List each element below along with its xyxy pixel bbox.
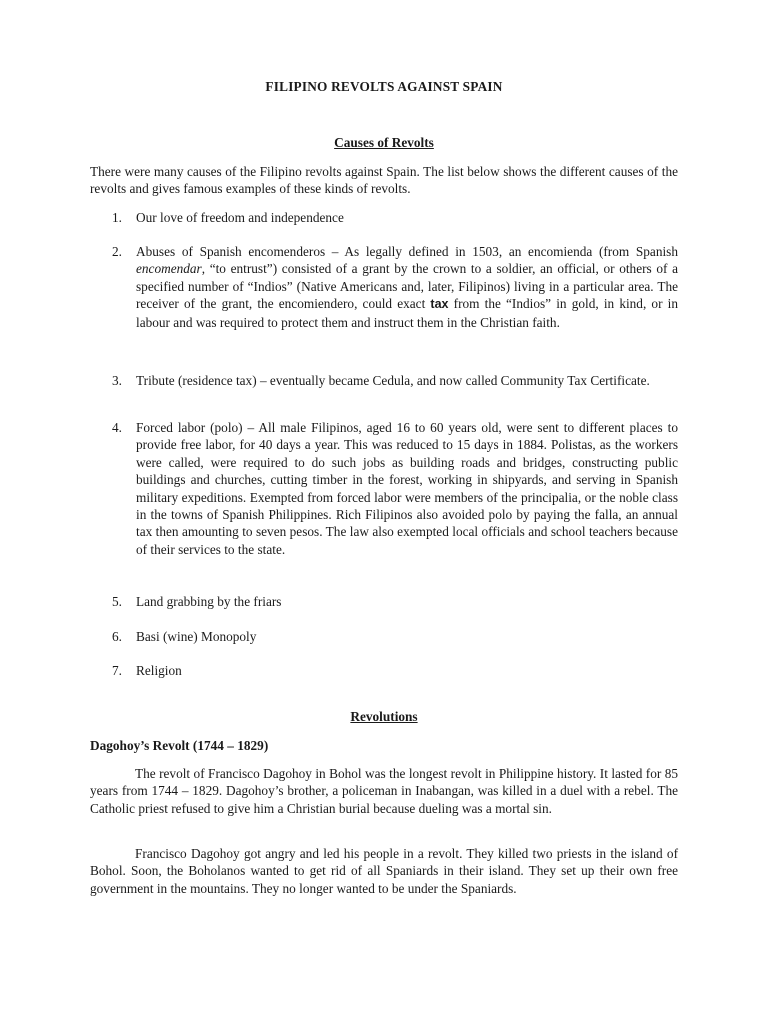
list-item — [112, 209, 678, 226]
emphasis-term: encomendar — [136, 261, 202, 277]
list-item — [112, 419, 678, 558]
causes-intro: There were many causes of the Filipino revolts against Spain. The list below shows the different causes of the revolts and gives famous examples of these kinds of revolts. — [90, 164, 678, 197]
list-number: 4. — [112, 420, 122, 435]
list-number: 3. — [112, 373, 122, 388]
document-title: FILIPINO REVOLTS AGAINST SPAIN — [265, 79, 503, 94]
list-number: 1. — [112, 210, 122, 225]
list-text: Tribute (residence tax) – eventually became Cedula, and now called Community Tax Certificate. — [136, 373, 650, 388]
list-item — [112, 243, 678, 331]
list-text: Land grabbing by the friars — [136, 594, 282, 609]
dagohoy-paragraph-1: The revolt of Francisco Dagohoy in Bohol was the longest revolt in Philippine history. It lasted for 85 years from 1744 – 1829. Dagohoy’s brother, a policeman in Inabangan, was killed in a duel with a rebel. The Catholic priest refused to give him a Christian burial because dueling was a mortal sin. — [90, 766, 678, 816]
list-text: Basi (wine) Monopoly — [136, 629, 257, 644]
list-item — [112, 628, 678, 645]
list-number: 2. — [112, 244, 122, 259]
tax-term: tax — [430, 297, 449, 312]
causes-heading: Causes of Revolts — [334, 135, 434, 150]
list-number: 6. — [112, 629, 122, 644]
list-text — [136, 243, 678, 331]
list-item — [112, 662, 678, 679]
list-text: Forced labor (polo) – All male Filipinos, aged 16 to 60 years old, were sent to different places to provide free labor, for 40 days a year. This was reduced to 15 days in 1884. Polistas, as the workers were called, were required to do such jobs as building roads and bridges, constructing public buildings and churches, cutting timber in the forest, working in shipyards, and serving in Spanish military expeditions. Exempted from forced labor were members of the principalia, or the noble class in the towns of Spanish Philippines. Rich Filipinos also avoided polo by paying the falla, an annual tax then amounting to seven pesos. The law also exempted local officials and school teachers because of their services to the state. — [136, 420, 678, 557]
list-number: 5. — [112, 594, 122, 609]
list-text: Religion — [136, 663, 182, 678]
revolutions-heading: Revolutions — [350, 709, 418, 724]
list-item — [112, 593, 678, 610]
list-number: 7. — [112, 663, 122, 678]
dagohoy-heading: Dagohoy’s Revolt (1744 – 1829) — [90, 738, 269, 753]
list-text: Our love of freedom and independence — [136, 210, 344, 225]
list-text-part: Abuses of Spanish encomenderos – As legally defined in 1503, an encomienda (from Spanish — [136, 244, 678, 259]
list-item — [112, 372, 678, 389]
list-text-part: from the “Indios” in gold, in kind, or in labour and was required to protect them and instruct them in the Christian faith. — [136, 296, 678, 330]
dagohoy-paragraph-2: Francisco Dagohoy got angry and led his people in a revolt. They killed two priests in the island of Bohol. Soon, the Boholanos wanted to get rid of all Spaniards in their island. They set up their own free government in the mountains. They no longer wanted to be under the Spaniards. — [90, 846, 678, 896]
list-text-part: , “to entrust”) consisted of a grant by the crown to a soldier, an official, or others of a specified number of “Indios” (Native Americans and, later, Filipinos) living in a particular area. The receiver of the grant, the encomiendero, could exact — [136, 261, 678, 312]
